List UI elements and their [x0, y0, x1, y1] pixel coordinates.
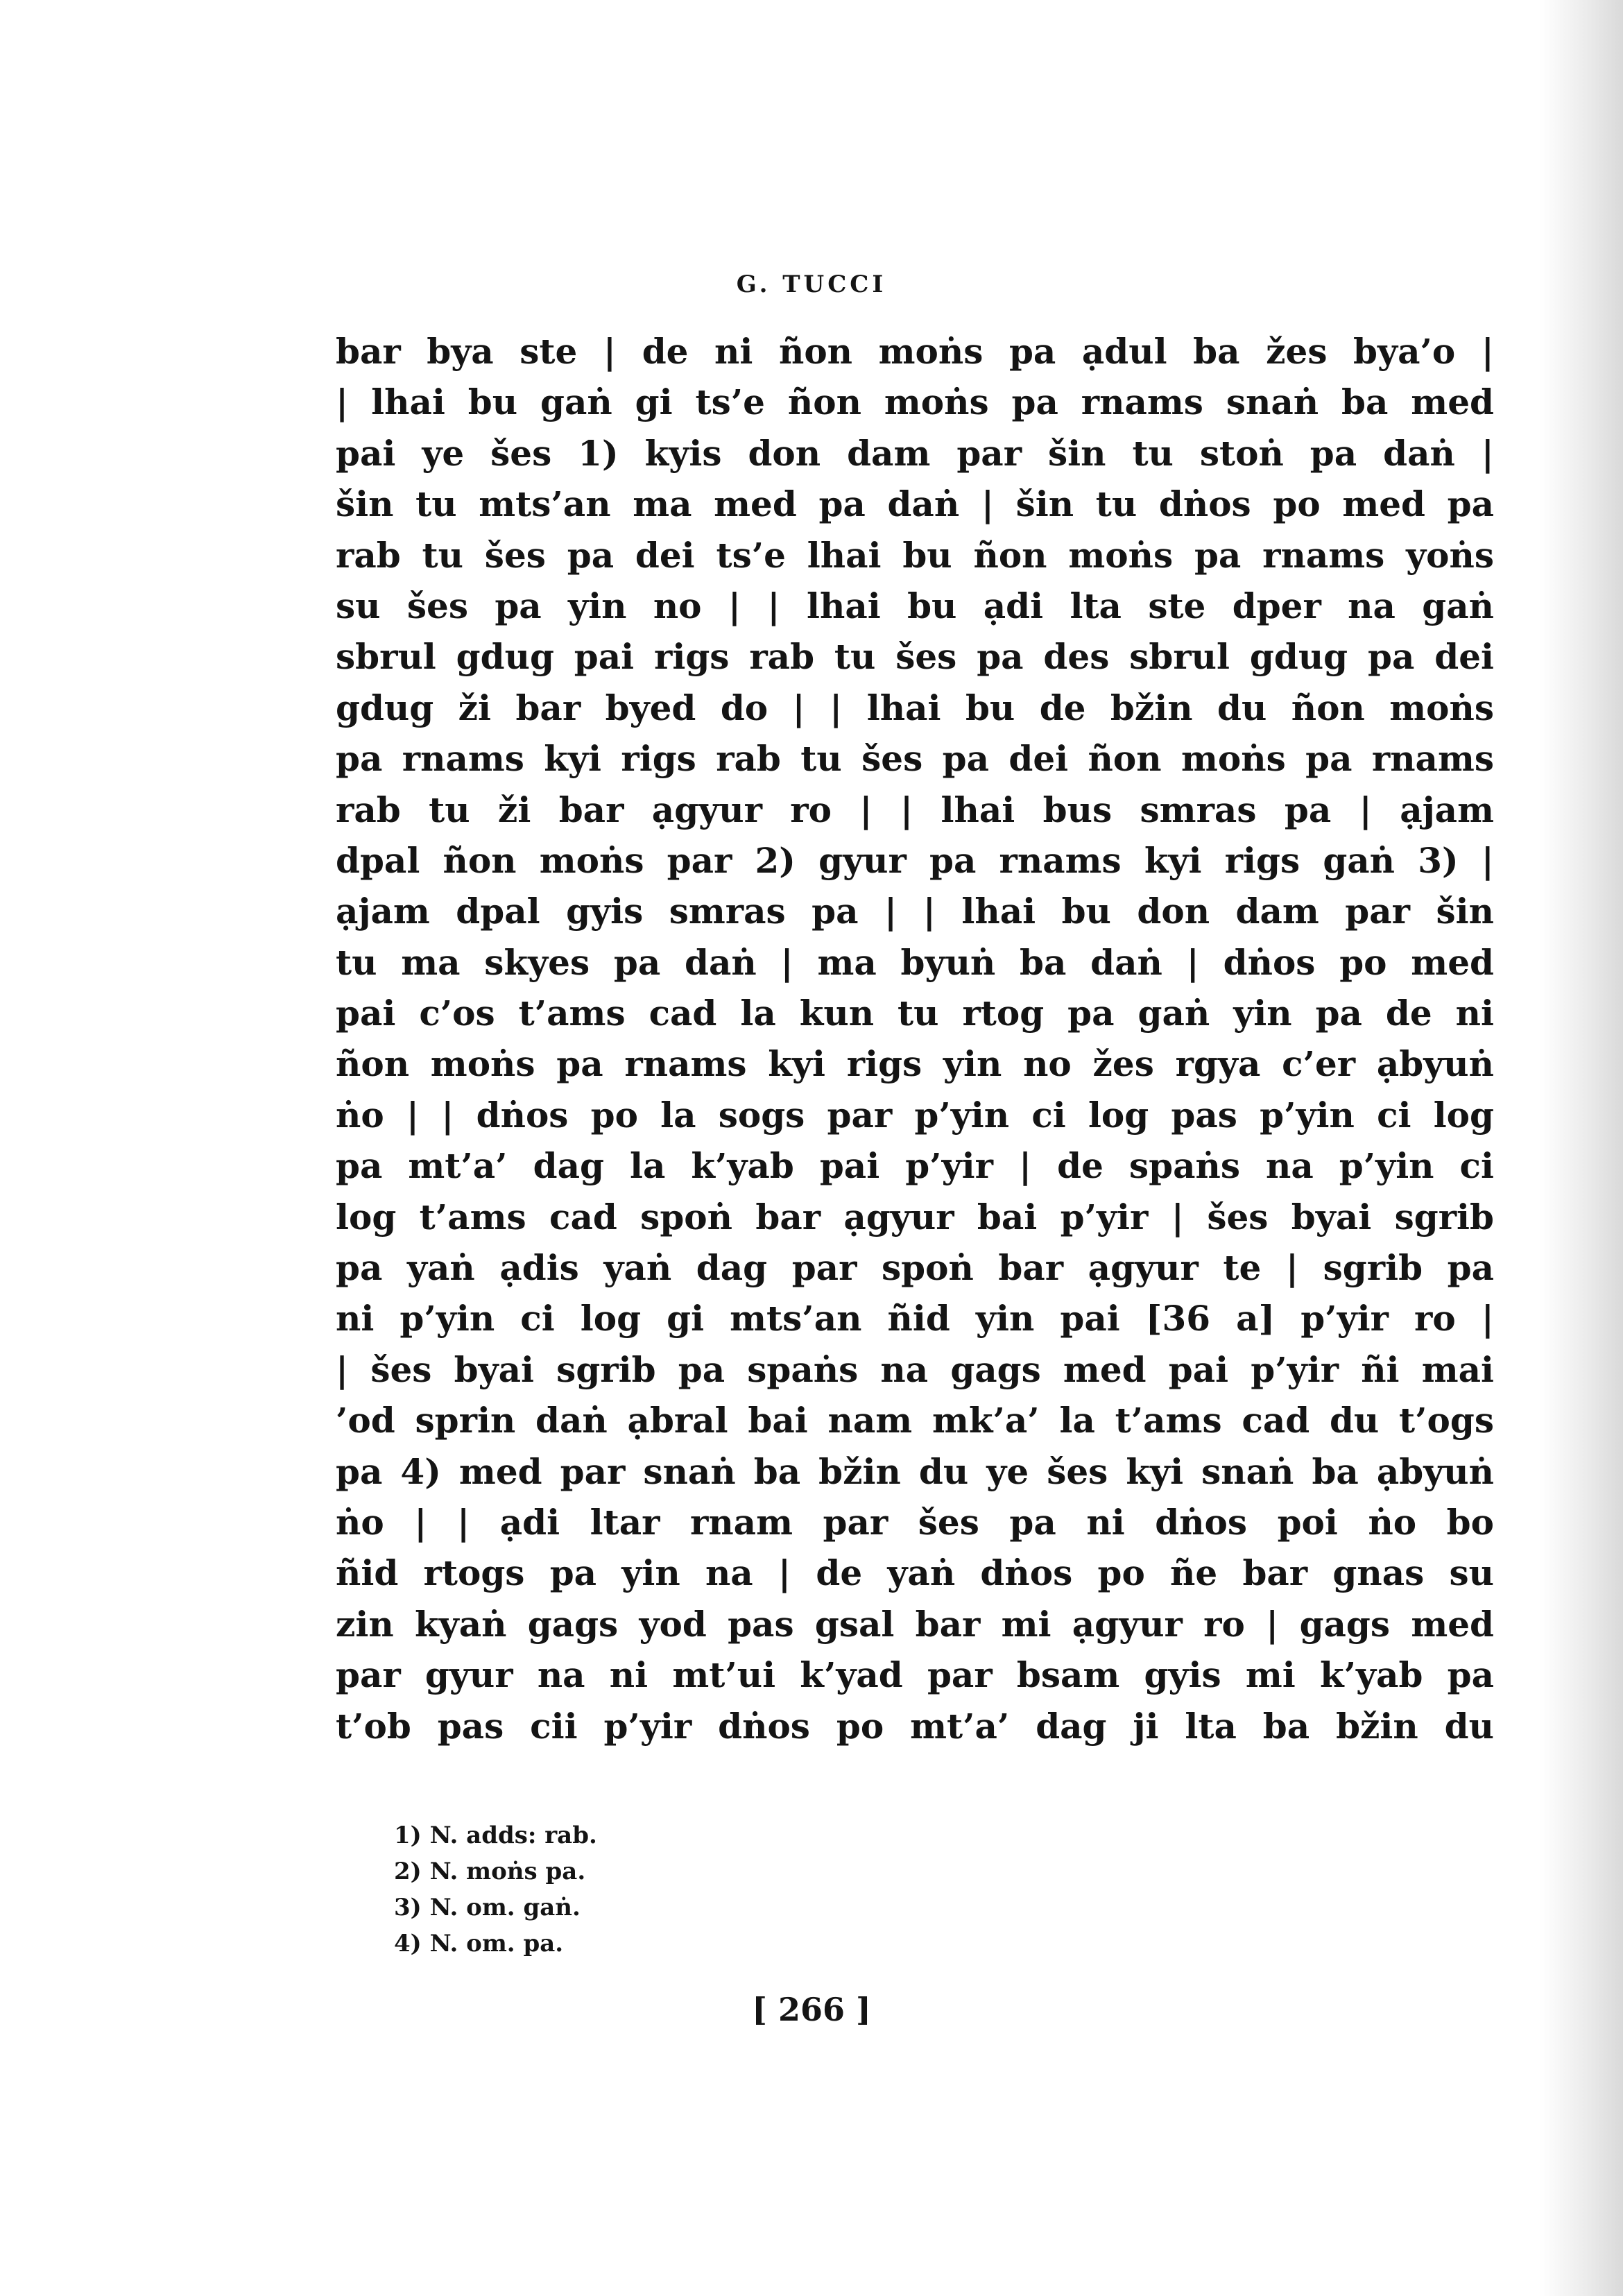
text-line: ñid rtogs pa yin na | de yaṅ dṅos po ñe bar gnas su: [336, 1552, 1494, 1594]
footnote: 3) N. om. gaṅ.: [394, 1894, 581, 1921]
footnote: 4) N. om. pa.: [394, 1930, 564, 1957]
main-text-block: [336, 326, 1494, 1751]
footnote: 1) N. adds: rab.: [394, 1822, 597, 1849]
scanned-page-edge: [1540, 0, 1623, 2296]
text-line: | šes byai sgrib pa spaṅs na gags med pai p’yir ñi mai: [336, 1348, 1494, 1390]
text-line: pa yaṅ ạdis yaṅ dag par spoṅ bar ạgyur te | sgrib pa: [336, 1247, 1494, 1289]
text-line: | lhai bu gaṅ gi ts’e ñon moṅs pa rnams snaṅ ba med: [336, 382, 1494, 423]
text-line: ạjam dpal gyis smras pa | | lhai bu don dam par šin: [336, 891, 1494, 932]
text-line: pa mt’a’ dag la k’yab pai p’yir | de spaṅs na p’yin ci: [336, 1145, 1494, 1187]
running-head: G. TUCCI: [736, 271, 887, 298]
text-line: pa rnams kyi rigs rab tu šes pa dei ñon moṅs pa rnams: [336, 738, 1494, 780]
text-line: su šes pa yin no | | lhai bu ạdi lta ste dper na gaṅ: [336, 585, 1494, 626]
text-line: rab tu ži bar ạgyur ro | | lhai bus smras pa | ạjam: [336, 789, 1494, 830]
text-line: t’ob pas cii p’yir dṅos po mt’a’ dag ji lta ba bžin du: [336, 1705, 1494, 1747]
footnote: 2) N. moṅs pa.: [394, 1858, 586, 1885]
text-line: šin tu mts’an ma med pa daṅ | šin tu dṅos po med pa: [336, 483, 1494, 525]
text-line: pai ye šes 1) kyis don dam par šin tu stoṅ pa daṅ |: [336, 432, 1494, 474]
text-line: ñon moṅs pa rnams kyi rigs yin no žes rgya c’er ạbyuṅ: [336, 1043, 1494, 1085]
page-number: [ 266 ]: [752, 1991, 871, 2028]
text-line: gdug ži bar byed do | | lhai bu de bžin du ñon moṅs: [336, 687, 1494, 728]
text-line: pa 4) med par snaṅ ba bžin du ye šes kyi snaṅ ba ạbyuṅ: [336, 1450, 1494, 1492]
text-line: ṅo | | dṅos po la sogs par p’yin ci log pas p’yin ci log: [336, 1094, 1494, 1136]
text-line: ṅo | | ạdi ltar rnam par šes pa ni dṅos poi ṅo bo: [336, 1501, 1494, 1543]
text-line: bar bya ste | de ni ñon moṅs pa ạdul ba žes bya’o |: [336, 331, 1494, 372]
text-line: log t’ams cad spoṅ bar ạgyur bai p’yir | šes byai sgrib: [336, 1196, 1494, 1237]
text-line: ’od sprin daṅ ạbral bai nam mk’a’ la t’ams cad du t’ogs: [336, 1400, 1494, 1441]
text-line: zin kyaṅ gags yod pas gsal bar mi ạgyur ro | gags med: [336, 1603, 1494, 1645]
text-line: rab tu šes pa dei ts’e lhai bu ñon moṅs pa rnams yoṅs: [336, 534, 1494, 576]
text-line: pai c’os t’ams cad la kun tu rtog pa gaṅ yin pa de ni: [336, 993, 1494, 1034]
text-line: par gyur na ni mt’ui k’yad par bsam gyis mi k’yab pa: [336, 1654, 1494, 1696]
text-line: tu ma skyes pa daṅ | ma byuṅ ba daṅ | dṅos po med: [336, 941, 1494, 983]
text-line: sbrul gdug pai rigs rab tu šes pa des sbrul gdug pa dei: [336, 636, 1494, 678]
footnotes: [394, 1817, 597, 1962]
text-line: dpal ñon moṅs par 2) gyur pa rnams kyi rigs gaṅ 3) |: [336, 839, 1494, 881]
text-line: ni p’yin ci log gi mts’an ñid yin pai [36 a] p’yir ro |: [336, 1298, 1494, 1339]
